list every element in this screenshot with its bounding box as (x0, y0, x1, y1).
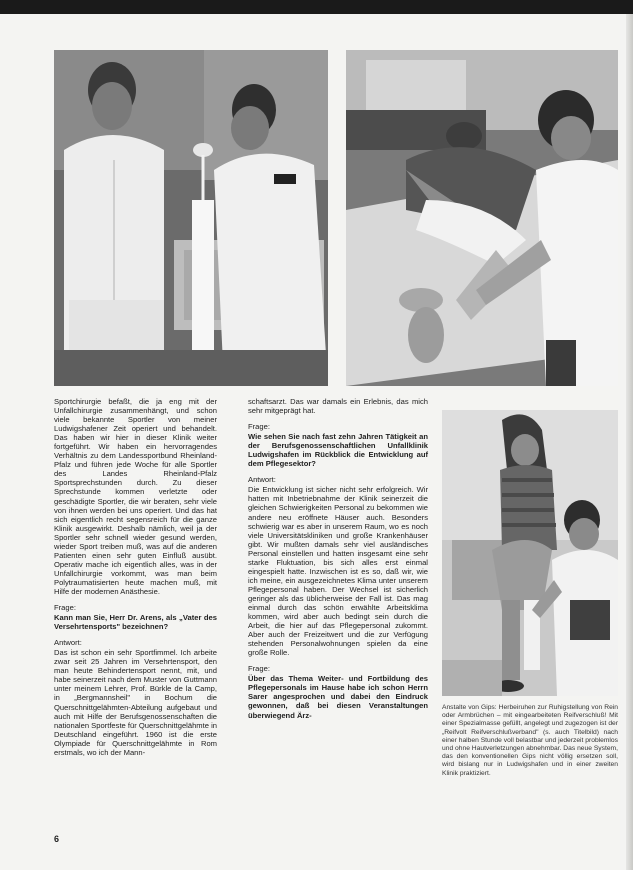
body-paragraph: Sportchirurgie befaßt, die ja eng mit der Unfallchirurgie zusammenhängt, und schon viele bekannte Sportler von meiner Ludwigshafener Zeit operiert und behandelt. Das haben wir hier in dieser Klinik weiter fortgeführt. Wir haben ein hervorragendes Verhältnis zu dem Landessportbund Rheinland-Pfalz und führen jede Woche für alle Sportler des Landes Rheinland-Pfalz Sportsprechstunden durch. Zu dieser Sprechstunde kommen verletzte oder geschädigte Sportler, die wir beraten, sehr viele von ihnen werden bei uns operiert. Und das hat sich eigentlich recht segensreich für die ganze Klinik ausgewirkt. Deshalb nämlich, weil ja der Sportler sehr schnell wieder gesund werden, wieder Sport treiben muß, was auf die anderen Patienten einen sehr guten Einfluß ausübt. Operativ mache ich eigentlich alles, was in der Unfallchirurgie vorkommt, was man beim Polytraumatisierten heute machen muß, mit Hilfe der modernen Anästhesie. (54, 397, 217, 596)
body-paragraph: schaftsarzt. Das war damals ein Erlebnis, das mich sehr mitgeprägt hat. (248, 397, 428, 416)
question-label: Frage: (54, 603, 76, 613)
question-text-2: Über das Thema Weiter- und Fortbildung des Pflegepersonals im Hause habe ich schon Herrn Sarer angesprochen und dabei den Eindruck gewonnen, daß bei diesen Veranstaltungen überwiegend Ärz- (248, 674, 428, 720)
question-text: Wie sehen Sie nach fast zehn Jahren Tätigkeit an der Berufsgenossenschaftlichen Unfallklinik Ludwigshafen im Rückblick die Entwicklung auf dem Pflegesektor? (248, 432, 428, 469)
answer-label: Antwort: (54, 638, 82, 648)
photo-woman-leg-cast (442, 410, 618, 696)
text-column-left (54, 397, 217, 758)
question-label-2: Frage: (248, 664, 270, 674)
photo-caption: Anstalte von Gips: Herbeiruhen zur Ruhigstellung von Rein oder Armbrüchen – mit eingearbeiteten Reifverschluß! Mit einer Spezialmasse gefüllt, angelegt und zugezogen ist der „Reifvolt Reifverschlußverband" (s. auch Titelbild) nach einer halben Stunde voll belastbar und jederzeit problemlos und ohne Hautverletzungen abnehmbar. Das neue System, das den konventionellen Gips nicht völlig ersetzen soll, wird bislang nur in Ludwigshafen und in einer zweiten Klinik praktiziert. (442, 704, 618, 777)
answer-text: Die Entwicklung ist sicher nicht sehr erfolgreich. Wir hatten mit Inbetriebnahme der Klinik seinerzeit die gleichen Schwierigkeiten Personal zu bekommen wie andere neu eröffnete Häuser auch. Besonders schwierig war es aber in unserem Raum, wo es noch viele Universitätskliniken und große Krankenhäuser gibt. Wir mußten damals sehr viel ausländisches Personal einstellen und hatten insgesamt eine sehr starke Fluktuation, bis sich alles erst einmal eingespielt hatte. Inzwischen ist es so, daß wir, wie ich meine, ein ausgezeichnetes Klima unter unserem Pflegepersonal haben. Der Wechsel ist sicherlich geringer als das üblicherweise der Fall ist. Das mag einmal durch das schön erwählte Arbeitsklima kommen, wird aber auch bedingt sein durch die Arbeit, die hier auf das Pflegepersonal zukommt. Aber auch der Freizeitwert und die zur Verfügung stehenden Personalwohnungen spielen da eine große Rolle. (248, 485, 428, 658)
answer-label: Antwort: (248, 475, 276, 485)
page-number: 6 (54, 834, 60, 844)
top-black-bar (0, 0, 633, 14)
photo-doctors-pouring-cast (54, 50, 328, 386)
page-gutter-shadow (626, 14, 633, 870)
photo-patient-leg-treatment (346, 50, 618, 386)
question-label: Frage: (248, 422, 270, 432)
question-text: Kann man Sie, Herr Dr. Arens, als „Vater des Versehrtensports" bezeichnen? (54, 613, 217, 632)
answer-text: Das ist schon ein sehr Sportfimmel. Ich arbeite zwar seit 25 Jahren im Versehrtensport, den man heute Behindertensport nennt, mit, und habe seinerzeit nach dem Muster von Guttmann unter meinem Lehrer, Prof. Bürkle de la Camp, in „Bergmannsheil" in Bochum die Querschnittgelähmten-Abteilung aufgebaut und auch mit Hilfe der Berufsgenossenschaften die nationalen Sportfeste für Querschnittgelähmte in Deutschland eingeführt. 1960 ist die erste Olympiade für Querschnittgelähmte in Rom erstmals, wo ich der Mann- (54, 648, 217, 757)
text-column-middle (248, 397, 428, 721)
